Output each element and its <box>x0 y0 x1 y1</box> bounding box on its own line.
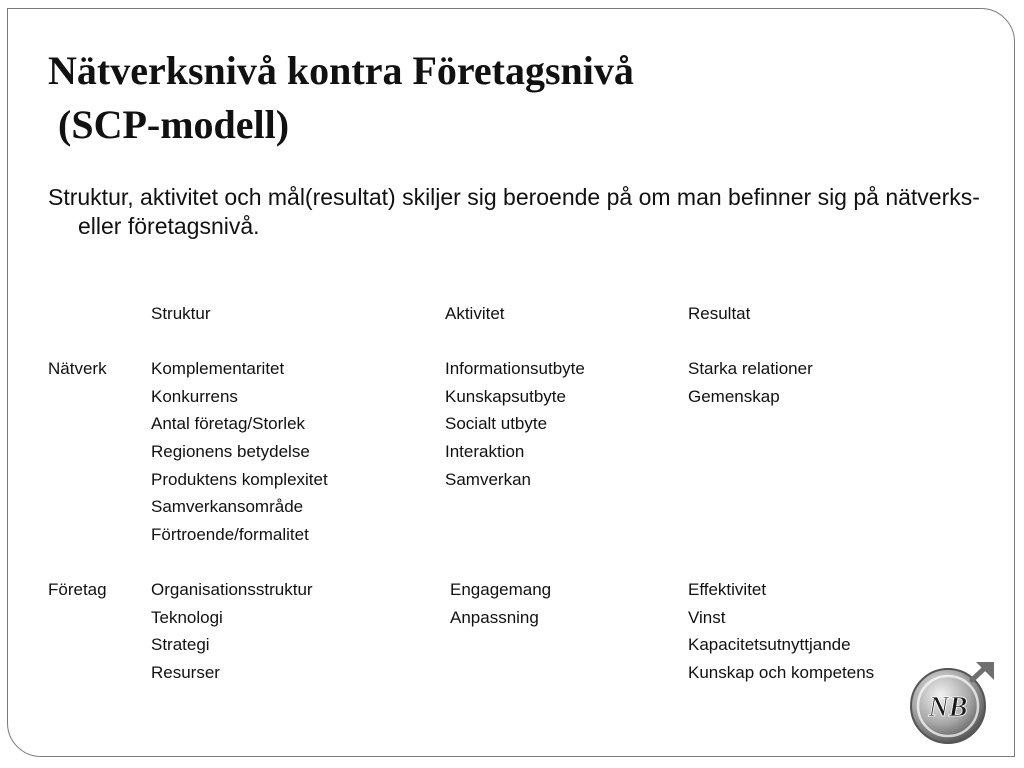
foretag-aktivitet-item: Engagemang <box>450 580 552 599</box>
foretag-struktur-item: Resurser <box>151 663 220 682</box>
natverk-struktur-item: Produktens komplexitet <box>151 470 328 489</box>
header-resultat: Resultat <box>688 304 751 323</box>
foretag-resultat-item: Vinst <box>688 608 726 627</box>
natverk-aktivitet-item: Interaktion <box>445 442 525 461</box>
natverk-struktur-item: Förtroende/formalitet <box>151 525 309 544</box>
natverk-struktur-item: Komplementaritet <box>151 359 285 378</box>
natverk-struktur-item: Samverkansområde <box>151 497 304 516</box>
natverk-aktivitet-item: Socialt utbyte <box>445 414 548 433</box>
natverk-aktivitet-item: Samverkan <box>445 470 531 489</box>
title-line-1: Nätverksnivå kontra Företagsnivå <box>48 48 634 93</box>
slide-title <box>48 44 634 152</box>
natverk-struktur-item: Antal företag/Storlek <box>151 414 306 433</box>
natverk-struktur-item: Konkurrens <box>151 387 238 406</box>
slide-subtitle: Struktur, aktivitet och mål(resultat) skiljer sig beroende på om man befinner sig på nätverks- eller företagsnivå. <box>48 184 980 239</box>
foretag-struktur-item: Organisationsstruktur <box>151 580 313 599</box>
natverk-struktur-item: Regionens betydelse <box>151 442 310 461</box>
natverk-resultat-item: Gemenskap <box>688 387 780 406</box>
foretag-struktur-item: Teknologi <box>151 608 223 627</box>
header-struktur: Struktur <box>151 304 211 323</box>
title-line-2: (SCP-modell) <box>48 102 290 147</box>
foretag-struktur-item: Strategi <box>151 635 210 654</box>
foretag-resultat-item: Kunskap och kompetens <box>688 663 875 682</box>
row-label-natverk: Nätverk <box>48 359 107 378</box>
row-label-foretag: Företag <box>48 580 107 599</box>
header-aktivitet: Aktivitet <box>445 304 505 323</box>
natverk-resultat-item: Starka relationer <box>688 359 813 378</box>
natverk-aktivitet-item: Kunskapsutbyte <box>445 387 566 406</box>
foretag-aktivitet-item: Anpassning <box>450 608 539 627</box>
nb-logo <box>906 660 996 750</box>
natverk-aktivitet-item: Informationsutbyte <box>445 359 585 378</box>
logo-text: NB <box>928 692 968 723</box>
foretag-resultat-item: Effektivitet <box>688 580 767 599</box>
foretag-resultat-item: Kapacitetsutnyttjande <box>688 635 851 654</box>
